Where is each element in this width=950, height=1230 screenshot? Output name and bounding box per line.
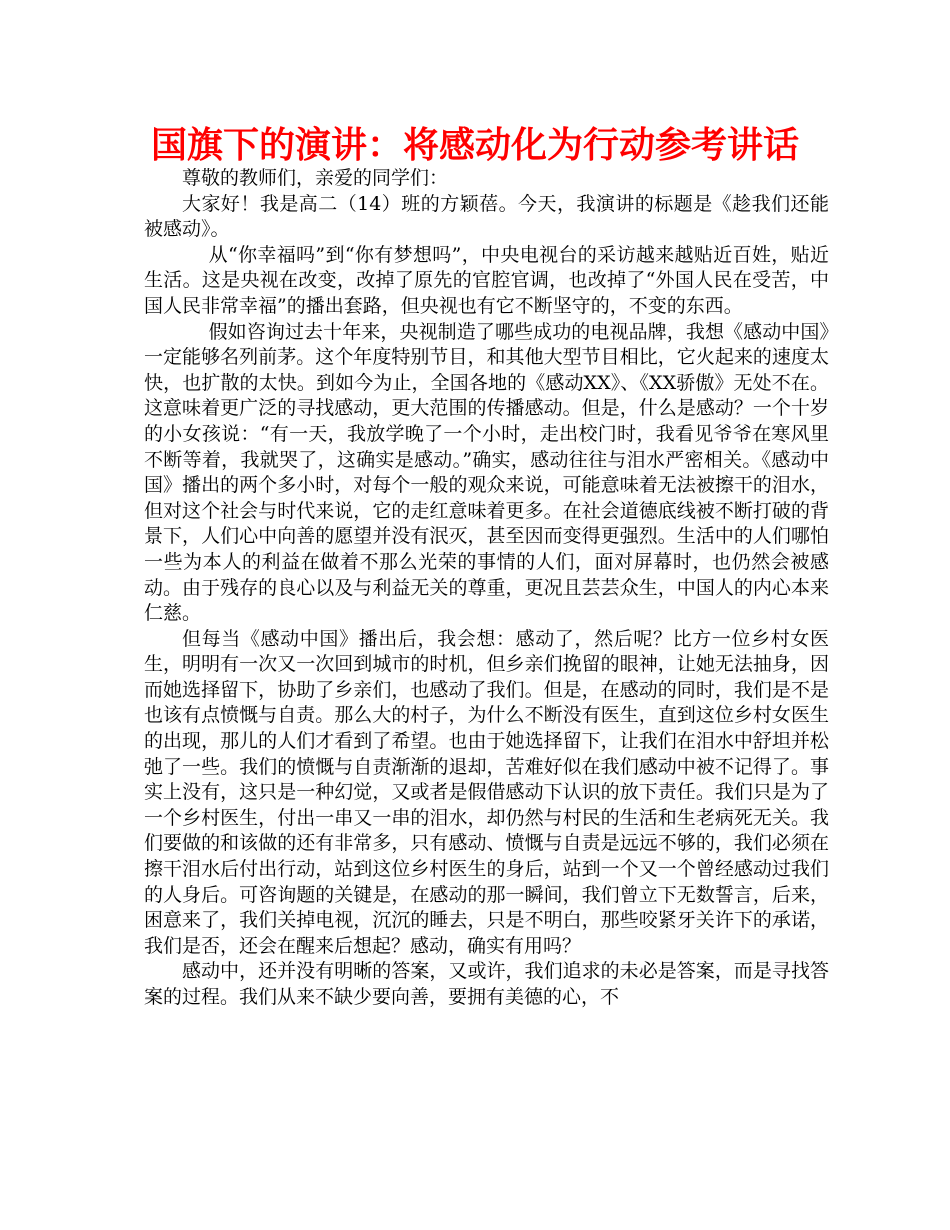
body-paragraph: 但每当《感动中国》播出后，我会想：感动了，然后呢？比方一位乡村女医生，明明有一次又一次回到城市的时机，但乡亲们挽留的眼神，让她无法抽身，因而她选择留下，协助了乡亲们，也感动了我们。但是，在感动的同时，我们是不是也该有点愤慨与自责。那么大的村子，为什么不断没有医生，直到这位乡村女医生的出现，那儿的人们才看到了希望。也由于她选择留下，让我们在泪水中舒坦并松弛了一些。我们的愤慨与自责渐渐的退却，苦难好似在我们感动中被不记得了。事实上没有，这只是一种幻觉，又或者是假借感动下认识的放下责任。我们只是为了一个乡村医生，付出一串又一串的泪水，却仍然与村民的生活和生老病死无关。我们要做的和该做的还有非常多，只有感动、愤慨与自责是远远不够的，我们必须在擦干泪水后付出行动，站到这位乡村医生的身后，站到一个又一个曾经感动过我们的人身后。可咨询题的关键是，在感动的那一瞬间，我们曾立下无数誓言，后来，困意来了，我们关掉电视，沉沉的睡去，只是不明白，那些咬紧牙关许下的承诺，我们是否，还会在醒来后想起？感动，确实有用吗？ xyxy=(144,627,829,957)
salutation-paragraph: 尊敬的教师们，亲爱的同学们： xyxy=(182,167,449,189)
document-title: 国旗下的演讲：将感动化为行动参考讲话 xyxy=(150,125,799,166)
body-paragraph: 从“你幸福吗”到“你有梦想吗”，中央电视台的采访越来越贴近百姓，贴近生活。这是央视在改变，改掉了原先的官腔官调，也改掉了“外国人民在受苦，中国人民非常幸福”的播出套路，但央视也有它不断坚守的，不变的东西。 xyxy=(144,243,829,317)
body-paragraph: 假如咨询过去十年来，央视制造了哪些成功的电视品牌，我想《感动中国》一定能够名列前茅。这个年度特别节目，和其他大型节目相比，它火起来的速度太快，也扩散的太快。到如今为止，全国各地的《感动XX》、《XX骄傲》无处不在。这意味着更广泛的寻找感动，更大范围的传播感动。但是，什么是感动？一个十岁的小女孩说：“有一天，我放学晚了一个小时，走出校门时，我看见爷爷在寒风里不断等着，我就哭了，这确实是感动。”确实，感动往往与泪水严密相关。《感动中国》播出的两个多小时，对每个一般的观众来说，可能意味着无法被擦干的泪水，但对这个社会与时代来说，它的走红意味着更多。在社会道德底线被不断打破的背景下，人们心中向善的愿望并没有泯灭，甚至因而变得更强烈。生活中的人们哪怕一些为本人的利益在做着不那么光荣的事情的人们，面对屏幕时，也仍然会被感动。由于残存的良心以及与利益无关的尊重，更况且芸芸众生，中国人的内心本来仁慈。 xyxy=(144,320,829,625)
body-paragraph: 感动中，还并没有明晰的答案，又或许，我们追求的未必是答案，而是寻找答案的过程。我们从来不缺少要向善，要拥有美德的心，不 xyxy=(144,960,829,1008)
document-body xyxy=(144,166,829,1011)
greeting-paragraph: 大家好！我是高二（14）班的方颖蓓。今天，我演讲的标题是《趁我们还能被感动》。 xyxy=(144,192,829,241)
